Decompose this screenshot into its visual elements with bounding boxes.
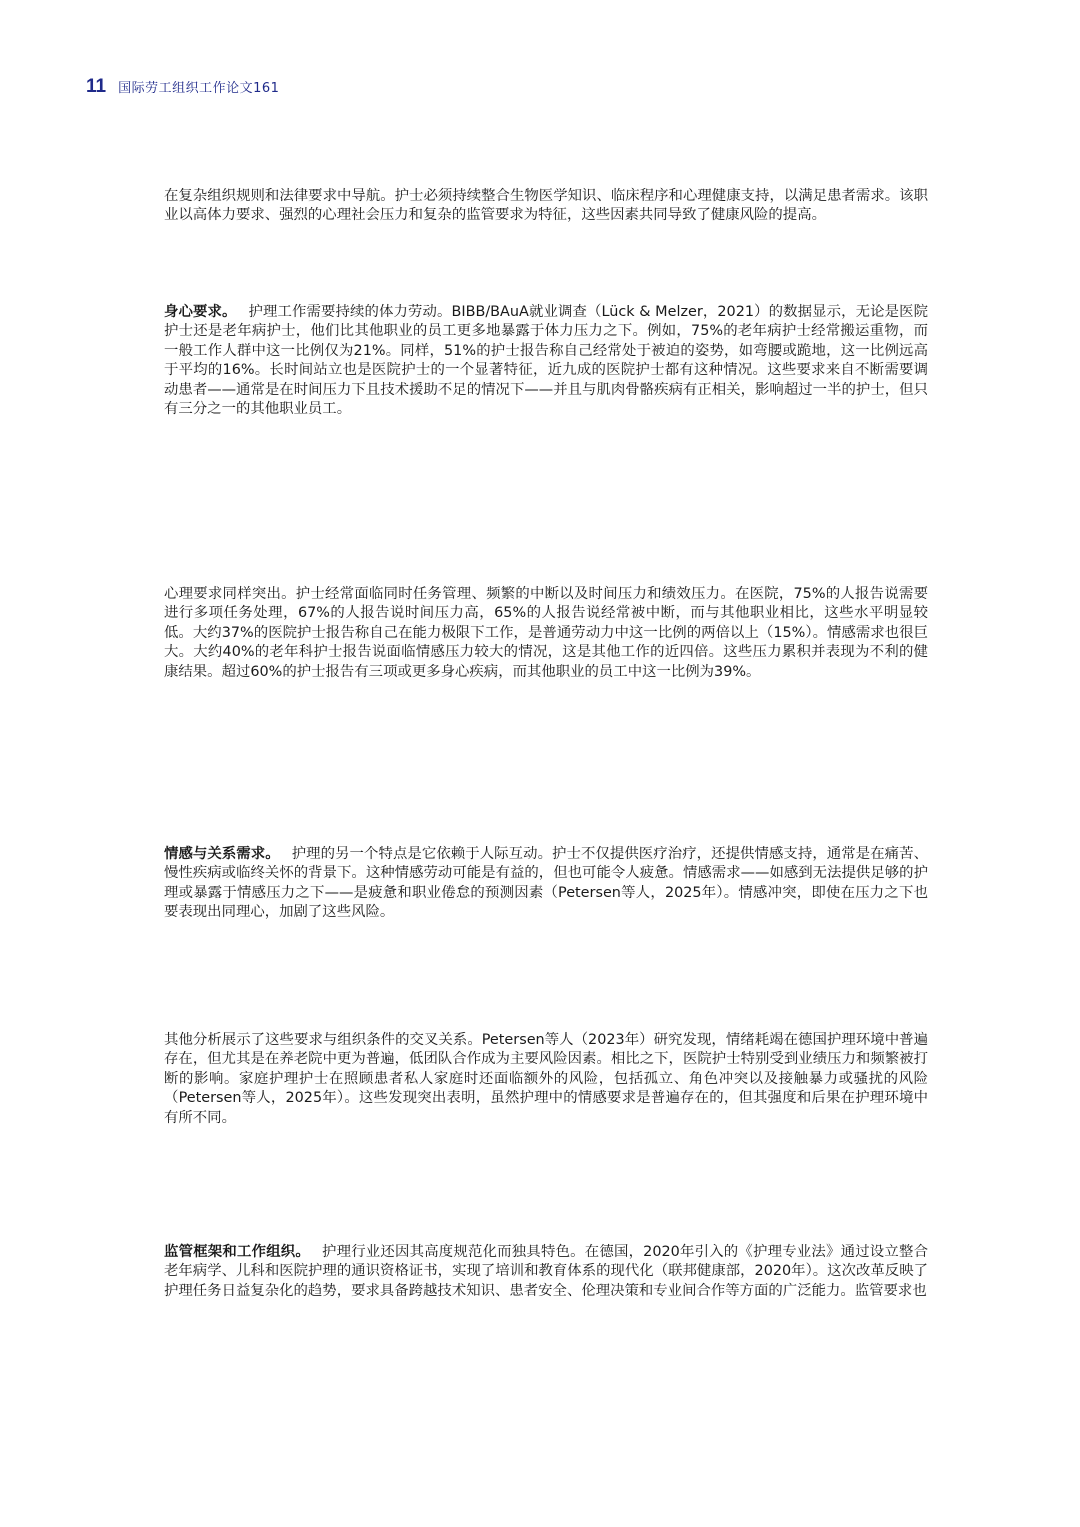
paragraph-heading: 情感与关系需求。 <box>164 846 280 862</box>
paragraph-regulatory-framework <box>164 1243 928 1301</box>
page-number: 11 <box>86 76 107 97</box>
paragraph-mental-demands <box>164 585 928 682</box>
paragraph-further-analysis <box>164 1031 928 1128</box>
paragraph-emotional-demands <box>164 845 928 923</box>
paragraph-text: 护理工作需要持续的体力劳动。BIBB/BAuA就业调查（Lück & Melzer，2021）的数据显示，无论是医院护士还是老年病护士，他们比其他职业的员工更多地暴露于体力压力之下。例如，75%的老年病护士经常搬运重物，而一般工作人群中这一比例仅为21%。同样，51%的护士报告称自己经常处于被迫的姿势，如弯腰或跪地，这一比例远高于平均的16%。长时间站立也是医院护士的一个显著特征，近九成的医院护士都有这种情况。这些要求来自不断需要调动患者——通常是在时间压力下且技术援助不足的情况下——并且与肌肉骨骼疾病有正相关，影响超过一半的护士，但只有三分之一的其他职业员工。 <box>164 304 928 418</box>
paragraph-text: 在复杂组织规则和法律要求中导航。护士必须持续整合生物医学知识、临床程序和心理健康支持，以满足患者需求。该职业以高体力要求、强烈的心理社会压力和复杂的监管要求为特征，这些因素共同导致了健康风险的提高。 <box>164 188 928 224</box>
paragraph-text: 心理要求同样突出。护士经常面临同时任务管理、频繁的中断以及时间压力和绩效压力。在医院，75%的人报告说需要进行多项任务处理，67%的人报告说时间压力高，65%的人报告说经常被中断，而与其他职业相比，这些水平明显较低。大约37%的医院护士报告称自己在能力极限下工作，是普通劳动力中这一比例的两倍以上（15%）。情感需求也很巨大。大约40%的老年科护士报告说面临情感压力较大的情况，这是其他工作的近四倍。这些压力累积并表现为不利的健康结果。超过60%的护士报告有三项或更多身心疾病，而其他职业的员工中这一比例为39%。 <box>164 586 928 680</box>
paragraph-heading: 监管框架和工作组织。 <box>164 1244 310 1260</box>
running-title: 国际劳工组织工作论文161 <box>118 81 280 96</box>
paragraph-text: 其他分析展示了这些要求与组织条件的交叉关系。Petersen等人（2023年）研究发现，情绪耗竭在德国护理环境中普遍存在，但尤其是在养老院中更为普遍，低团队合作成为主要风险因素。相比之下，医院护士特别受到业绩压力和频繁被打断的影响。家庭护理护士在照顾患者私人家庭时还面临额外的风险，包括孤立、角色冲突以及接触暴力或骚扰的风险（Petersen等人，2025年）。这些发现突出表明，虽然护理中的情感要求是普遍存在的，但其强度和后果在护理环境中有所不同。 <box>164 1032 928 1126</box>
paragraph-intro-continuation <box>164 187 928 226</box>
paragraph-text: 护理行业还因其高度规范化而独具特色。在德国，2020年引入的《护理专业法》通过设立整合老年病学、儿科和医院护理的通识资格证书，实现了培训和教育体系的现代化（联邦健康部，2020年）。这次改革反映了护理任务日益复杂化的趋势，要求具备跨越技术知识、患者安全、伦理决策和专业间合作等方面的广泛能力。监管要求也 <box>164 1244 928 1299</box>
paragraph-heading: 身心要求。 <box>164 304 237 320</box>
page-header <box>86 76 279 98</box>
paragraph-text: 护理的另一个特点是它依赖于人际互动。护士不仅提供医疗治疗，还提供情感支持，通常是在痛苦、慢性疾病或临终关怀的背景下。这种情感劳动可能是有益的，但也可能令人疲惫。情感需求——如感到无法提供足够的护理或暴露于情感压力之下——是疲惫和职业倦怠的预测因素（Petersen等人，2025年）。情感冲突，即使在压力之下也要表现出同理心，加剧了这些风险。 <box>164 846 928 921</box>
paragraph-physical-demands <box>164 303 928 419</box>
